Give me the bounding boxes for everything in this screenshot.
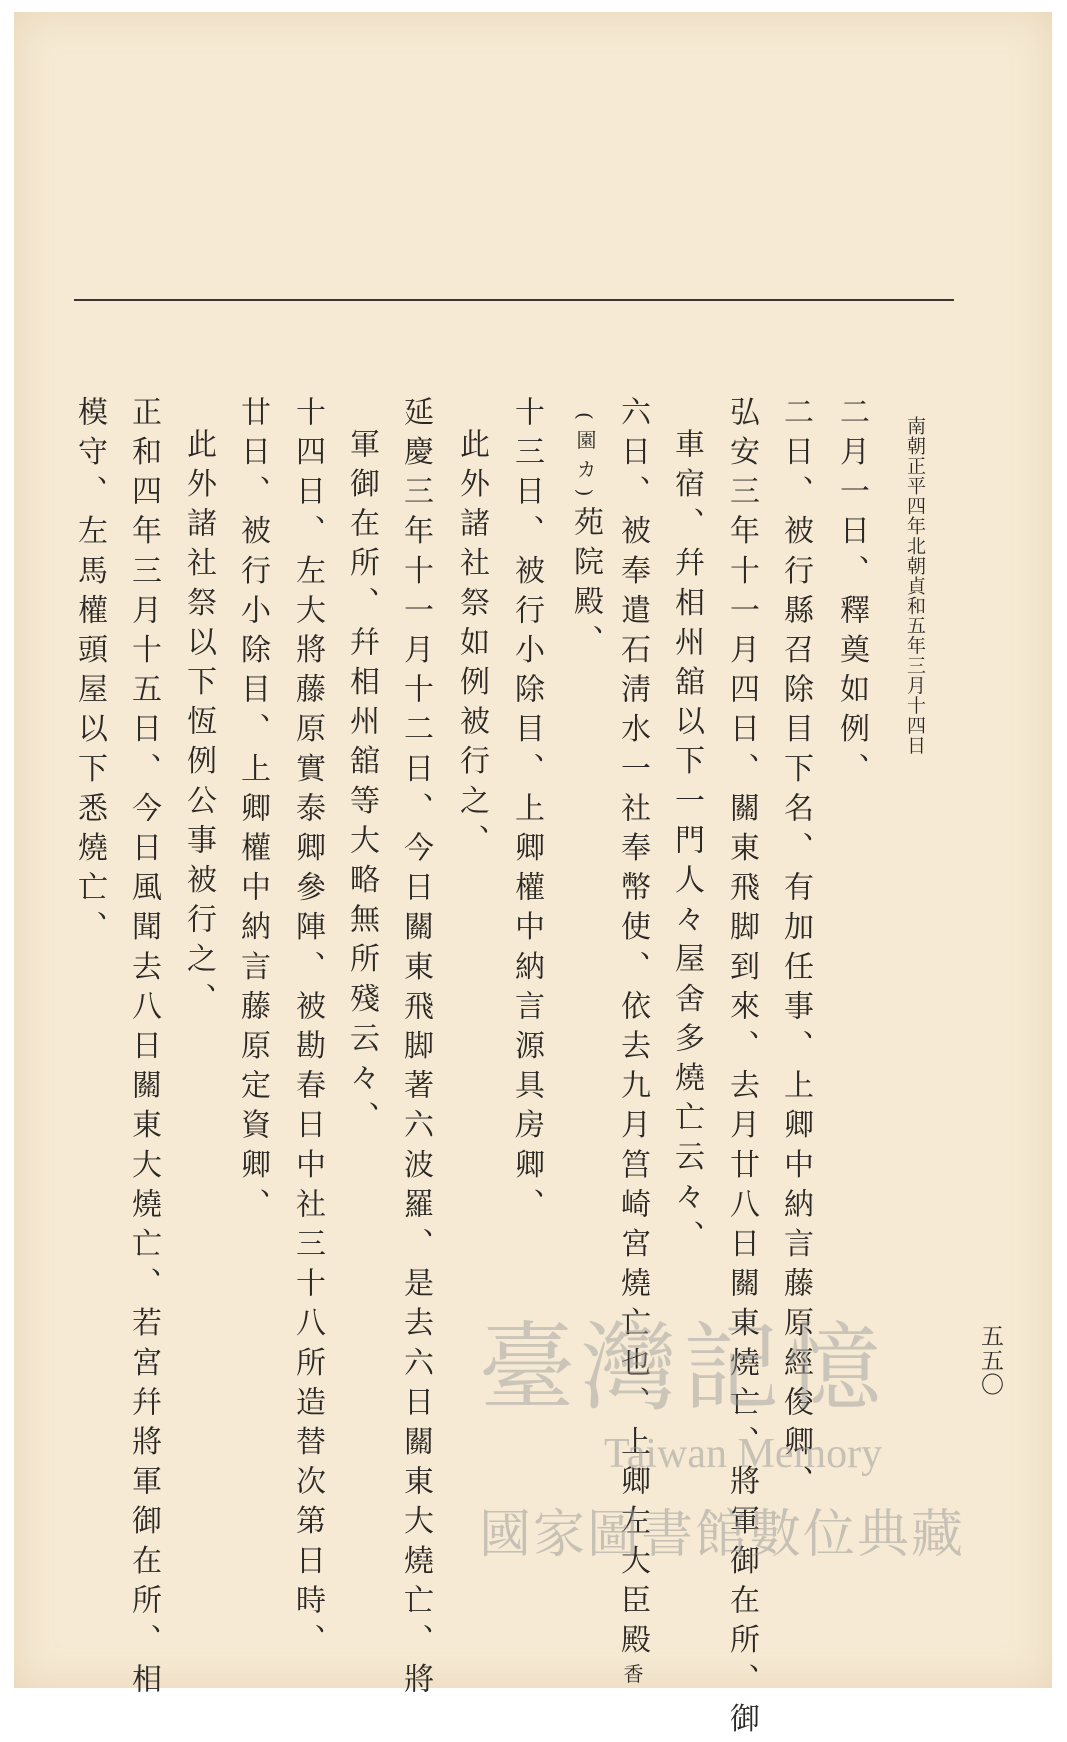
page-number: 五五〇 bbox=[977, 1324, 1003, 1397]
column-text: 六日、被奉遣石淸水一社奉幣使、依去九月筥崎宮燒亡也、上卿左大臣殿 bbox=[615, 396, 650, 1664]
watermark-subtitle: 國家圖書館數位典藏 bbox=[479, 1505, 966, 1565]
text-column: 模守、左馬權頭屋以下悉燒亡、 bbox=[72, 396, 107, 951]
header-northern-era: 北朝貞和五年三月十四日 bbox=[904, 535, 926, 756]
watermark-logo: 臺灣記憶 bbox=[479, 1312, 887, 1424]
text-column: 廿日、被行小除目、上卿權中納言藤原定資卿、 bbox=[235, 396, 270, 1228]
text-column: 二日、被行縣召除目下名、有加任事、上卿中納言藤原經俊卿、 bbox=[778, 396, 813, 1505]
book-page bbox=[14, 12, 1052, 1742]
text-column: 此外諸社祭以下恆例公事被行之、 bbox=[181, 428, 216, 1022]
watermark bbox=[479, 1292, 999, 1582]
header-southern-era: 南朝正平四年 bbox=[904, 416, 926, 536]
text-column-with-note bbox=[568, 412, 603, 665]
text-column: 延慶三年十一月十二日、今日關東飛脚著六波羅、是去六日關東大燒亡、將 bbox=[398, 396, 433, 1703]
inline-note: (園カ) bbox=[573, 412, 597, 507]
watermark-english: Taiwan Memory bbox=[604, 1431, 883, 1477]
text-column: 十三日、被行小除目、上卿權中納言源具房卿、 bbox=[509, 396, 544, 1228]
text-column: 十四日、左大將藤原實泰卿參陣、被勘春日中社三十八所造替次第日時、 bbox=[290, 396, 325, 1664]
text-column: 車宿、幷相州舘以下一門人々屋舍多燒亡云々、 bbox=[669, 428, 704, 1260]
text-column: 此外諸社祭如例被行之、 bbox=[454, 428, 489, 864]
column-text: 苑院殿、 bbox=[568, 506, 603, 665]
text-column: 軍御在所、幷相州舘等大略無所殘云々、 bbox=[344, 428, 379, 1141]
text-column: 弘安三年十一月四日、關東飛脚到來、去月廿八日關東燒亡、將軍御在所、御 bbox=[724, 396, 759, 1742]
running-header bbox=[900, 416, 930, 755]
header-rule bbox=[74, 299, 954, 301]
inline-note: 香 bbox=[620, 1663, 644, 1693]
text-column: 正和四年三月十五日、今日風聞去八日關東大燒亡、若宮幷將軍御在所、相 bbox=[126, 396, 161, 1703]
text-column: 二月一日、釋奠如例、 bbox=[834, 396, 869, 792]
